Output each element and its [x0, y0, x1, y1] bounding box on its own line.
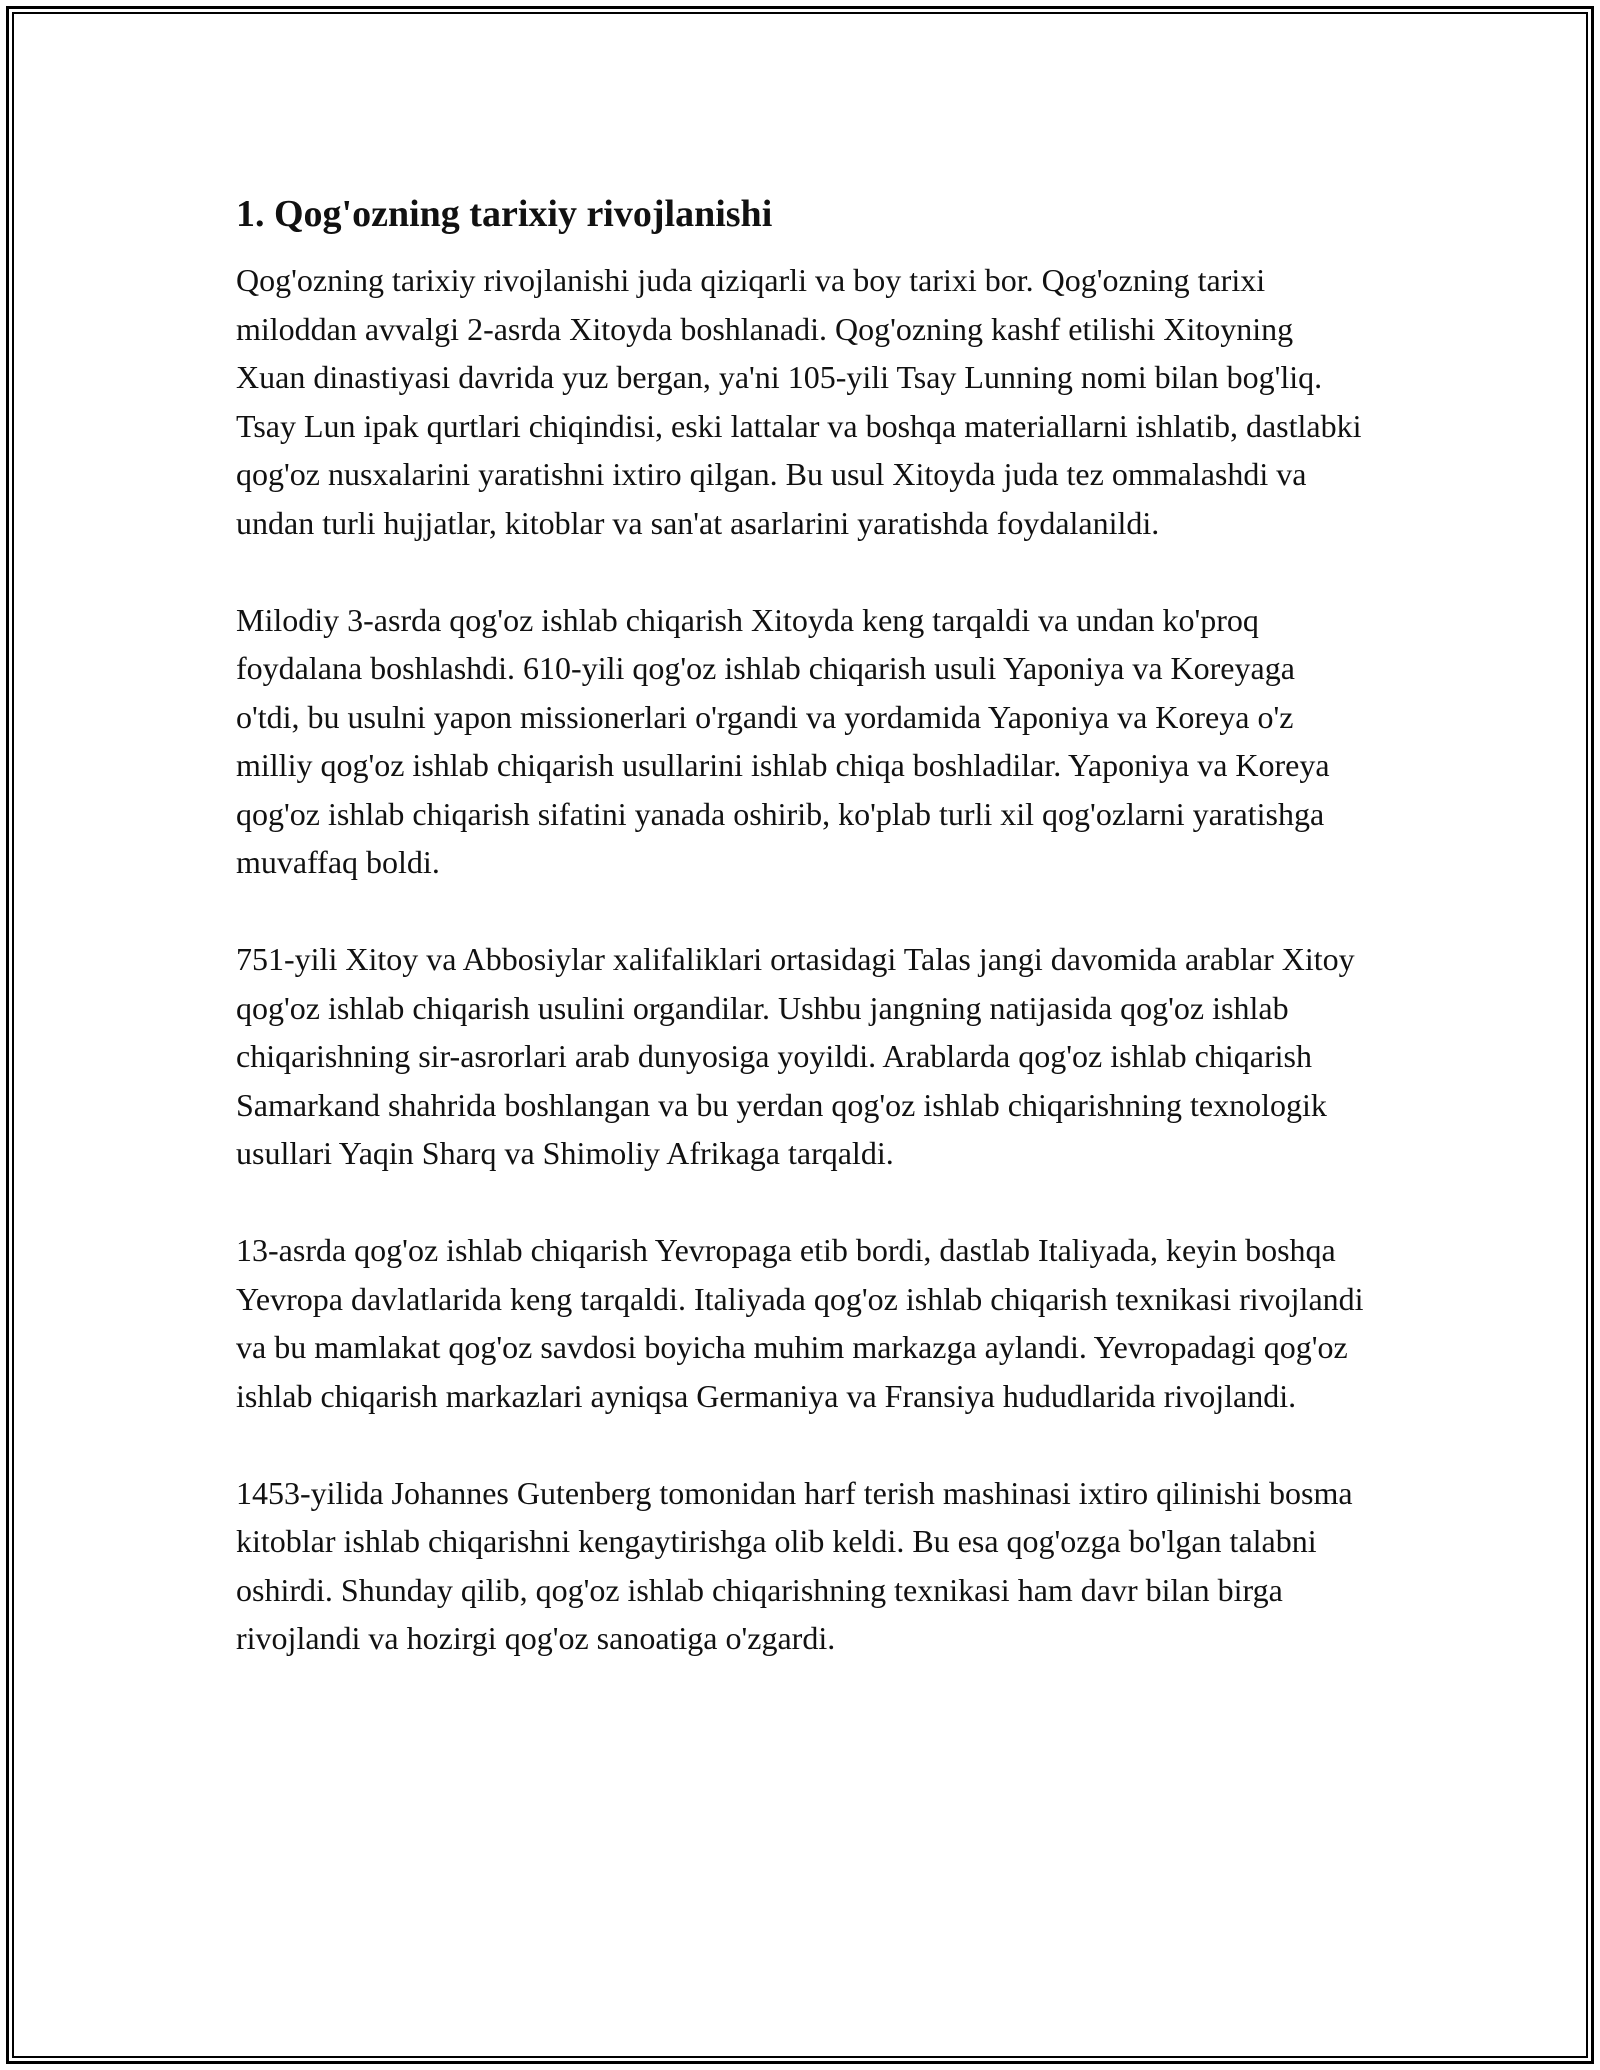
paragraph-5: 1453-yilida Johannes Gutenberg tomonidan harf terish mashinasi ixtiro qilinishi bosma kitoblar ishlab chiqarishni kengaytirishga olib keldi. Bu esa qog'ozga bo'lgan talabni oshirdi. Shunday qilib, qog'oz ishlab chiqarishning texnikasi ham davr bilan birga rivojlandi va hozirgi qog'oz sanoatiga o'zgardi.	[236, 1474, 1353, 1656]
paragraph-1: Qog'ozning tarixiy rivojlanishi juda qiziqarli va boy tarixi bor. Qog'ozning tarixi miloddan avvalgi 2-asrda Xitoyda boshlanadi. Qog'ozning kashf etilishi Xitoyning Xuan dinastiyasi davrida yuz bergan, ya'ni 105-yili Tsay Lunning nomi bilan bog'liq. Tsay Lun ipak qurtlari chiqindisi, eski lattalar va boshqa materiallarni ishlatib, dastlabki qog'oz nusxalarini yaratishni ixtiro qilgan. Bu usul Xitoyda juda tez ommalashdi va undan turli hujjatlar, kitoblar va san'at asarlarini yaratishda foydalanildi.	[236, 262, 1362, 541]
paragraph-4: 13-asrda qog'oz ishlab chiqarish Yevropaga etib bordi, dastlab Italiyada, keyin boshqa Yevropa davlatlarida keng tarqaldi. Italiyada qog'oz ishlab chiqarish texnikasi rivojlandi va bu mamlakat qog'oz savdosi boyicha muhim markazga aylandi. Yevropadagi qog'oz ishlab chiqarish markazlari ayniqsa Germaniya va Fransiya hududlarida rivojlandi.	[236, 1232, 1364, 1414]
paragraph-3: 751-yili Xitoy va Abbosiylar xalifaliklari ortasidagi Talas jangi davomida arablar Xitoy qog'oz ishlab chiqarish usulini organdilar. Ushbu jangning natijasida qog'oz ishlab chiqarishning sir-asrorlari arab dunyosiga yoyildi. Arablarda qog'oz ishlab chiqarish Samarkand shahrida boshlangan va bu yerdan qog'oz ishlab chiqarishning texnologik usullari Yaqin Sharq va Shimoliy Afrikaga tarqaldi.	[236, 941, 1355, 1171]
document-body	[236, 190, 1366, 1663]
paragraph-2: Milodiy 3-asrda qog'oz ishlab chiqarish Xitoyda keng tarqaldi va undan ko'proq foydalana boshlashdi. 610-yili qog'oz ishlab chiqarish usuli Yaponiya va Koreyaga o'tdi, bu usulni yapon missionerlari o'rgandi va yordamida Yaponiya va Koreya o'z milliy qog'oz ishlab chiqarish usullarini ishlab chiqa boshladilar. Yaponiya va Koreya qog'oz ishlab chiqarish sifatini yanada oshirib, ko'plab turli xil qog'ozlarni yaratishga muvaffaq boldi.	[236, 601, 1330, 880]
section-title: 1. Qog'ozning tarixiy rivojlanishi	[236, 193, 773, 235]
